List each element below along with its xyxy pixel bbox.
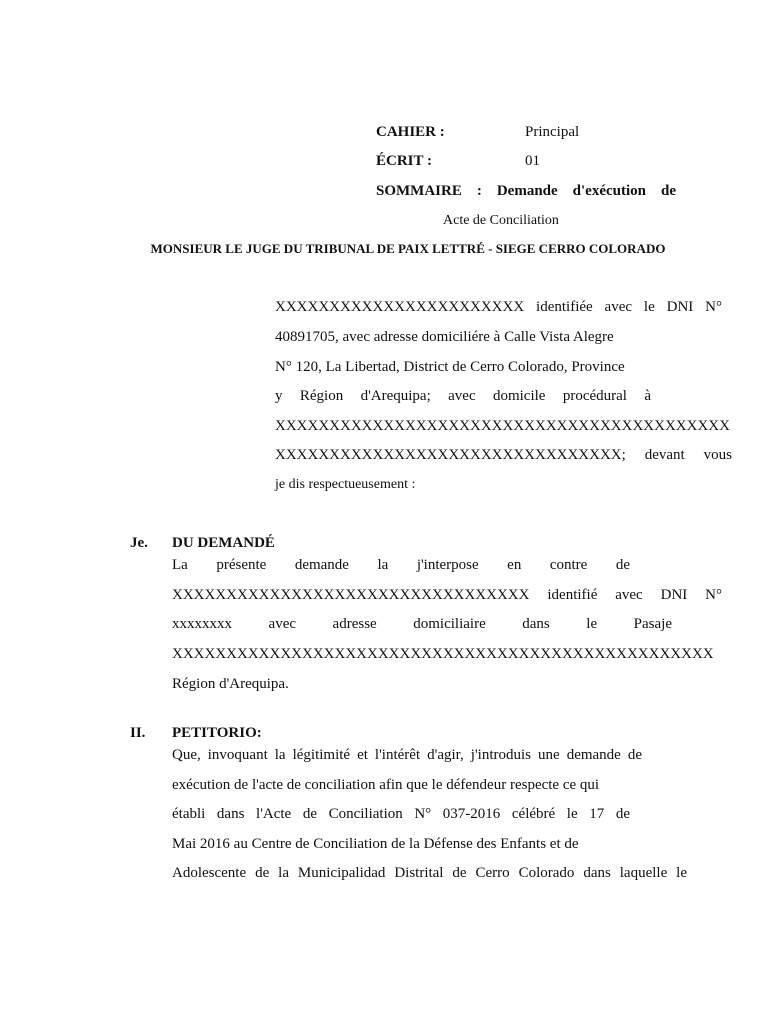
section-2-line-3: établi dans l'Acte de Conciliation N° 037-2016 célébré le 17 de [172, 806, 630, 822]
section-1-line-5: Région d'Arequipa. [172, 676, 289, 692]
sommaire-label: SOMMAIRE : Demande d'exécution de [376, 183, 676, 199]
intro-line-4: y Région d'Arequipa; avec domicile procédural à [275, 388, 651, 404]
section-2-line-1: Que, invoquant la légitimité et l'intérêt d'agir, j'introduis une demande de [172, 747, 642, 763]
sommaire-continuation: Acte de Conciliation [443, 213, 559, 228]
cahier-label: CAHIER : [376, 124, 445, 140]
intro-line-6: XXXXXXXXXXXXXXXXXXXXXXXXXXXXXXXX; devant vous [275, 447, 732, 463]
ecrit-value: 01 [525, 153, 540, 169]
section-2-line-2: exécution de l'acte de conciliation afin que le défendeur respecte ce qui [172, 777, 600, 793]
intro-line-3: N° 120, La Libertad, District de Cerro Colorado, Province [275, 359, 625, 375]
section-2-line-5: Adolescente de la Municipalidad Distrital de Cerro Colorado dans laquelle le [172, 865, 687, 881]
section-1-title: DU DEMANDÉ [172, 535, 275, 551]
intro-line-5: XXXXXXXXXXXXXXXXXXXXXXXXXXXXXXXXXXXXXXXXXX [275, 418, 730, 434]
section-1-line-3: xxxxxxxx avec adresse domiciliaire dans le Pasaje [172, 616, 672, 632]
intro-line-1: XXXXXXXXXXXXXXXXXXXXXXX identifiée avec le DNI N° [275, 299, 722, 315]
section-1-line-1: La présente demande la j'interpose en contre de [172, 557, 630, 573]
section-2-number: II. [130, 725, 146, 741]
section-2-title: PETITORIO: [172, 725, 262, 741]
section-1-line-2: XXXXXXXXXXXXXXXXXXXXXXXXXXXXXXXXX identifié avec DNI N° [172, 587, 722, 603]
ecrit-label: ÉCRIT : [376, 153, 432, 169]
section-2-line-4: Mai 2016 au Centre de Conciliation de la Défense des Enfants et de [172, 836, 579, 852]
section-1-number: Je. [130, 535, 148, 551]
intro-line-2: 40891705, avec adresse domiciliére à Calle Vista Alegre [275, 329, 614, 345]
addressee-line: MONSIEUR LE JUGE DU TRIBUNAL DE PAIX LETTRÉ - SIEGE CERRO COLORADO [150, 241, 666, 256]
section-1-line-4: XXXXXXXXXXXXXXXXXXXXXXXXXXXXXXXXXXXXXXXXXXXXXXXXXX [172, 646, 714, 662]
cahier-value: Principal [525, 124, 580, 140]
intro-line-7: je dis respectueusement : [275, 477, 416, 492]
